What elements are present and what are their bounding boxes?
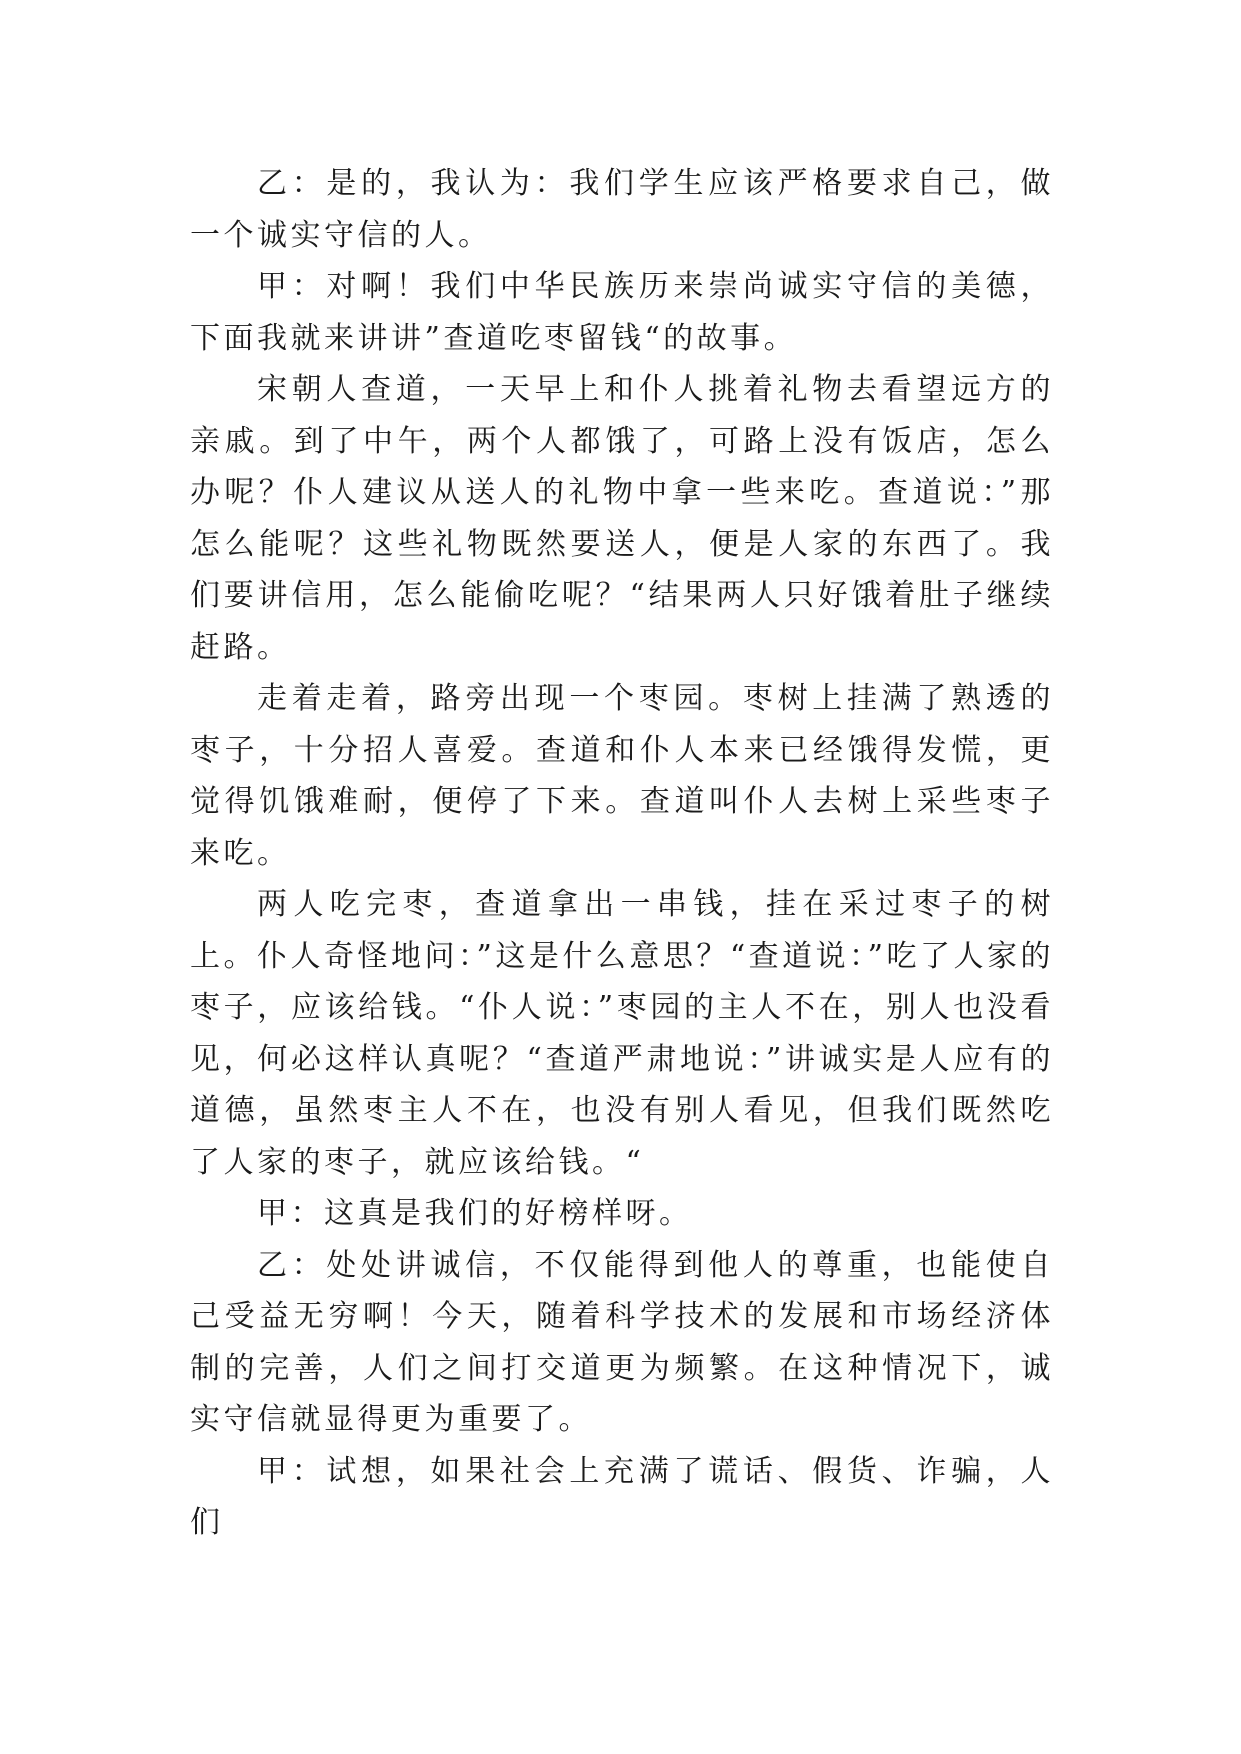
story-paragraph-3: 两人吃完枣，查道拿出一串钱，挂在采过枣子的树上。仆人奇怪地问：”这是什么意思？“查道说：”吃了人家的枣子，应该给钱。“仆人说：”枣园的主人不在，别人也没看见，何必这样认真呢？“查道严肃地说：”讲诚实是人应有的道德，虽然枣主人不在，也没有别人看见，但我们既然吃了人家的枣子，就应该给钱。“ <box>190 887 1055 1180</box>
story-paragraph-1: 宋朝人查道，一天早上和仆人挑着礼物去看望远方的亲戚。到了中午，两个人都饿了，可路上没有饭店，怎么办呢？仆人建议从送人的礼物中拿一些来吃。查道说：”那怎么能呢？这些礼物既然要送人，便是人家的东西了。我们要讲信用，怎么能偷吃呢？“结果两人只好饿着肚子继续赶路。 <box>190 372 1054 665</box>
dialogue-paragraph-jia-1: 甲：对啊！我们中华民族历来崇尚诚实守信的美德，下面我就来讲讲”查道吃枣留钱“的故事。 <box>190 269 1054 356</box>
dialogue-paragraph-jia-2: 甲：这真是我们的好榜样呀。 <box>257 1196 693 1231</box>
story-paragraph-2: 走着走着，路旁出现一个枣园。枣树上挂满了熟透的枣子，十分招人喜爱。查道和仆人本来已经饿得发慌，更觉得饥饿难耐，便停了下来。查道叫仆人去树上采些枣子来吃。 <box>190 681 1054 871</box>
dialogue-paragraph-yi-2: 乙：处处讲诚信，不仅能得到他人的尊重，也能使自己受益无穷啊！今天，随着科学技术的发展和市场经济体制的完善，人们之间打交道更为频繁。在这种情况下，诚实守信就显得更为重要了。 <box>190 1247 1054 1437</box>
document-body <box>190 158 1054 1549</box>
dialogue-paragraph-jia-3: 甲：试想，如果社会上充满了谎话、假货、诈骗，人们 <box>190 1453 1054 1540</box>
dialogue-paragraph-yi-1: 乙：是的，我认为：我们学生应该严格要求自己，做一个诚实守信的人。 <box>190 166 1054 253</box>
